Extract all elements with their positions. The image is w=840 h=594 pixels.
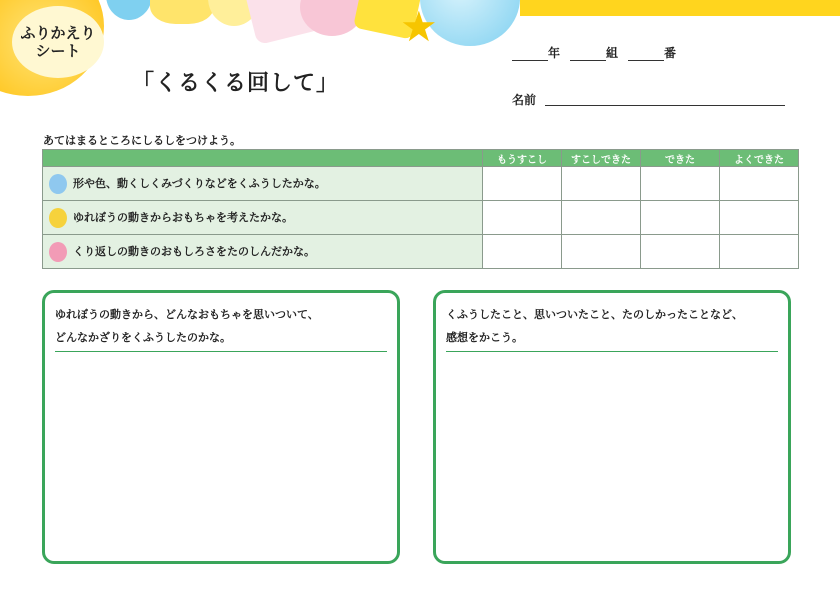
question-cell — [43, 201, 483, 235]
rating-cell[interactable] — [720, 201, 799, 235]
question-cell — [43, 235, 483, 269]
rating-header-blank — [43, 150, 483, 167]
rating-cell[interactable] — [720, 235, 799, 269]
number-field[interactable] — [628, 44, 676, 61]
table-row — [43, 201, 799, 235]
rating-cell[interactable] — [483, 201, 562, 235]
class-label: 組 — [606, 46, 619, 60]
decor-yellow-shape — [150, 0, 214, 24]
page-title: 「くるくる回して」 — [132, 71, 340, 96]
badge-line-1: ふりかえり — [20, 24, 96, 42]
prompt-line: どんなかざりをくふうしたのかな。 — [55, 331, 231, 344]
question-text: ゆれぼうの動きからおもちゃを考えたかな。 — [73, 210, 293, 224]
divider — [446, 351, 778, 352]
column-header: よくできた — [720, 150, 799, 167]
rating-header-row — [43, 150, 799, 167]
badge-line-2: シート — [35, 42, 81, 60]
column-header: できた — [641, 150, 720, 167]
reflection-box-right[interactable] — [433, 290, 791, 564]
rating-table — [42, 149, 799, 269]
prompt-line: 感想をかこう。 — [446, 331, 523, 344]
question-cell — [43, 167, 483, 201]
number-label: 番 — [664, 46, 677, 60]
blue-flower-icon — [49, 174, 67, 194]
star-icon: ★ — [400, 2, 438, 51]
rating-cell[interactable] — [483, 235, 562, 269]
header-band — [520, 0, 840, 16]
sheet-badge — [12, 6, 104, 78]
question-text: くり返しの動きのおもしろさをたのしんだかな。 — [73, 244, 315, 258]
divider — [55, 351, 387, 352]
name-label: 名前 — [512, 93, 537, 107]
box-prompt — [446, 303, 743, 349]
instruction-text: あてはまるところにしるしをつけよう。 — [43, 134, 241, 147]
reflection-box-left[interactable] — [42, 290, 400, 564]
yellow-lightbulb-icon — [49, 208, 67, 228]
table-row — [43, 167, 799, 201]
prompt-line: くふうしたこと、思いついたこと、たのしかったことなど、 — [446, 308, 743, 321]
year-field[interactable] — [512, 44, 560, 61]
prompt-line: ゆれぼうの動きから、どんなおもちゃを思いついて、 — [55, 308, 319, 321]
year-label: 年 — [548, 46, 561, 60]
pink-heart-icon — [49, 242, 67, 262]
rating-cell[interactable] — [641, 235, 720, 269]
question-text: 形や色、動くしくみづくりなどをくふうしたかな。 — [73, 176, 326, 190]
rating-cell[interactable] — [562, 235, 641, 269]
rating-cell[interactable] — [562, 201, 641, 235]
decor-blue-balloon — [106, 0, 152, 20]
rating-cell[interactable] — [483, 167, 562, 201]
table-row — [43, 235, 799, 269]
box-prompt — [55, 303, 319, 349]
rating-cell[interactable] — [641, 167, 720, 201]
column-header: もうすこし — [483, 150, 562, 167]
rating-cell[interactable] — [641, 201, 720, 235]
name-field[interactable] — [545, 105, 785, 106]
rating-cell[interactable] — [720, 167, 799, 201]
column-header: すこしできた — [562, 150, 641, 167]
class-field[interactable] — [570, 44, 618, 61]
rating-cell[interactable] — [562, 167, 641, 201]
